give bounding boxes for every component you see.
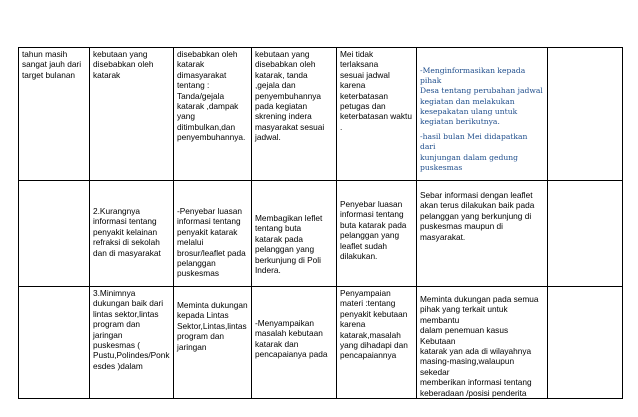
- text-line: yang dihadapi dan: [340, 340, 408, 351]
- text-line: katarak: [93, 69, 121, 80]
- text-line: katarak ,dampak: [177, 101, 239, 112]
- text-line: Penyebar luasan: [340, 199, 403, 209]
- text-line: ditimbulkan,dan: [177, 121, 236, 132]
- text-line: buta katarak pada: [340, 219, 407, 230]
- text-line: Mei tidak terlaksana: [340, 49, 379, 70]
- text-line: informasi tentang: [177, 216, 241, 227]
- table-cell: [548, 287, 623, 399]
- text-line: Pustu,Polindes/Ponk: [93, 350, 170, 361]
- cell-text: [177, 206, 248, 279]
- table-cell: [90, 48, 174, 181]
- text-line: puskesmas (: [93, 340, 141, 351]
- text-line: materi :tentang: [340, 298, 396, 309]
- text-line: karena keterbatasan: [340, 80, 388, 101]
- text-line: pelanggan: [177, 258, 216, 269]
- text-line: Indera.: [255, 265, 281, 276]
- text-line: penyakit kebutaan: [340, 308, 408, 319]
- table-cell: [174, 48, 252, 181]
- text-line: pada kegiatan: [255, 101, 308, 112]
- text-line: disebabkan oleh: [177, 49, 238, 59]
- text-line: tahun masih: [22, 49, 68, 59]
- text-line: keterbatasan waktu: [340, 111, 412, 122]
- action-plan-table: [18, 47, 623, 399]
- text-line: Membagikan leflet: [255, 213, 323, 223]
- cell-text: [340, 49, 413, 132]
- text-line: skrening indera: [255, 111, 312, 122]
- table-cell: [337, 48, 417, 181]
- cell-text: [340, 288, 413, 361]
- table-cell: [90, 181, 174, 287]
- text-line: kesepakatan ulang untuk: [420, 106, 518, 116]
- table-cell: [252, 48, 337, 181]
- table-cell: [337, 287, 417, 399]
- text-line: kebutaan yang: [255, 49, 310, 59]
- text-line: yang: [177, 111, 195, 122]
- text-line: refraksi di sekolah: [93, 237, 160, 248]
- text-line: pelanggan yang: [340, 230, 400, 241]
- text-line: kunjungan dalam gedung: [420, 152, 519, 162]
- text-line: target bulanan: [22, 69, 76, 80]
- text-line: jadwal.: [255, 132, 281, 143]
- text-line: informasi tentang: [340, 209, 404, 220]
- text-line: Meminta dukungan pada semua: [420, 294, 539, 304]
- table-row: [19, 181, 623, 287]
- table-cell: [252, 287, 337, 399]
- text-line: katarak dan: [255, 338, 299, 349]
- cell-text: [340, 199, 413, 261]
- text-line: informasi tentang: [93, 216, 157, 227]
- cell-text: [177, 49, 248, 143]
- cell-text: [22, 49, 86, 80]
- text-line: penyakit kelainan: [93, 226, 158, 237]
- text-line: penyembuhannya: [255, 90, 321, 101]
- text-line: akan terus dilakukan baik pada: [420, 200, 535, 211]
- text-line: dan di masyarakat: [93, 247, 161, 258]
- text-line: masalah kebutaan: [255, 328, 323, 339]
- text-line: keberadaan /posisi penderita: [420, 387, 527, 398]
- table-cell: [417, 48, 548, 181]
- table-cell: [417, 287, 548, 399]
- text-line: Sebar informasi dengan leaflet: [420, 190, 533, 200]
- text-line: melalui: [177, 237, 204, 248]
- text-line: Penyampaian: [340, 288, 391, 298]
- text-line: -Menginformasikan kepada pihak: [420, 66, 526, 86]
- text-line: puskesmas maupun di: [420, 221, 504, 232]
- cell-text: [255, 49, 333, 143]
- text-line: disebabkan oleh: [93, 59, 154, 70]
- followup-note: [420, 66, 544, 173]
- table-cell: [19, 181, 90, 287]
- text-line: -Menyampaikan: [255, 318, 315, 328]
- table-row: [19, 48, 623, 181]
- text-line: katarak yan ada di wilayahnya: [420, 346, 532, 357]
- table-cell: [548, 48, 623, 181]
- text-line: tentang buta: [255, 223, 302, 234]
- text-line: program dan: [177, 331, 225, 342]
- cell-text: [93, 206, 170, 258]
- text-line: jaringan: [177, 341, 207, 352]
- text-line: brosur/leaflet pada: [177, 247, 246, 258]
- text-line: katarak,masalah: [340, 329, 401, 340]
- text-line: penyakit katarak: [177, 226, 238, 237]
- text-line: pencapaiannya: [340, 350, 397, 361]
- text-line: 3.Minimnya: [93, 288, 136, 298]
- text-line: katarak pada: [255, 233, 303, 244]
- note-paragraph: [420, 66, 544, 127]
- text-line: kegiatan dan melakukan: [420, 96, 515, 106]
- cell-text: [420, 294, 544, 398]
- text-line: pelanggan yang: [255, 244, 315, 255]
- cell-text: [93, 49, 170, 80]
- text-line: tentang :: [177, 80, 210, 91]
- text-line: masyarakat.: [420, 231, 466, 242]
- text-line: 2.Kurangnya: [93, 206, 141, 216]
- text-line: lintas sektor,lintas: [93, 308, 159, 319]
- text-line: karena: [340, 319, 366, 330]
- text-line: petugas dan: [340, 101, 386, 112]
- text-line: dilakukan.: [340, 251, 378, 262]
- table-cell: [19, 48, 90, 181]
- text-line: masyarakat sesuai: [255, 121, 325, 132]
- text-line: puskesmas: [420, 162, 463, 172]
- text-line: sesuai jadwal: [340, 69, 390, 80]
- text-line: memberikan informasi tentang: [420, 377, 532, 388]
- text-line: Meminta dukungan: [177, 300, 248, 310]
- text-line: dalam penemuan kasus Kebutaan: [420, 325, 509, 346]
- text-line: esdes )dalam: [93, 360, 143, 371]
- text-line: kegiatan berikutnya.: [420, 117, 500, 127]
- text-line: Desa tentang perubahan jadwal: [420, 86, 543, 96]
- text-line: pelanggan yang berkunjung di: [420, 210, 532, 221]
- text-line: dukungan baik dari: [93, 298, 164, 309]
- table-cell: [174, 287, 252, 399]
- cell-text: [420, 190, 544, 242]
- cell-text: [255, 213, 333, 275]
- table-cell: [548, 181, 623, 287]
- text-line: Sektor,Lintas,lintas: [177, 320, 247, 331]
- text-line: berkunjung di Poli: [255, 254, 321, 265]
- text-line: dimasyarakat: [177, 69, 227, 80]
- table-cell: [417, 181, 548, 287]
- text-line: pihak yang terkait untuk membantu: [420, 304, 508, 325]
- cell-text: [177, 300, 248, 352]
- text-line: katarak, tanda: [255, 69, 308, 80]
- text-line: -hasil bulan Mei didapatkan dari: [420, 132, 528, 152]
- text-line: kebutaan yang: [93, 49, 148, 59]
- table-row: [19, 287, 623, 399]
- text-line: leaflet sudah: [340, 240, 388, 251]
- text-line: penyembuhannya.: [177, 132, 246, 143]
- cell-text: [93, 288, 170, 371]
- text-line: katarak: [177, 59, 205, 70]
- note-paragraph: [420, 132, 544, 173]
- table-cell: [19, 287, 90, 399]
- text-line: Tanda/gejala: [177, 90, 225, 101]
- table-cell: [90, 287, 174, 399]
- text-line: program dan jaringan: [93, 319, 141, 340]
- cell-text: [255, 318, 333, 360]
- text-line: -Penyebar luasan: [177, 206, 243, 216]
- text-line: disebabkan oleh: [255, 59, 316, 70]
- text-line: kepada Lintas: [177, 310, 229, 321]
- text-line: puskesmas: [177, 268, 219, 279]
- table-cell: [337, 181, 417, 287]
- text-line: sangat jauh dari: [22, 59, 82, 70]
- text-line: pencapaianya pada: [255, 349, 328, 360]
- text-line: .: [340, 121, 343, 132]
- table-cell: [252, 181, 337, 287]
- text-line: masing-masing,walaupun sekedar: [420, 356, 515, 377]
- text-line: ,gejala dan: [255, 80, 296, 91]
- table-cell: [174, 181, 252, 287]
